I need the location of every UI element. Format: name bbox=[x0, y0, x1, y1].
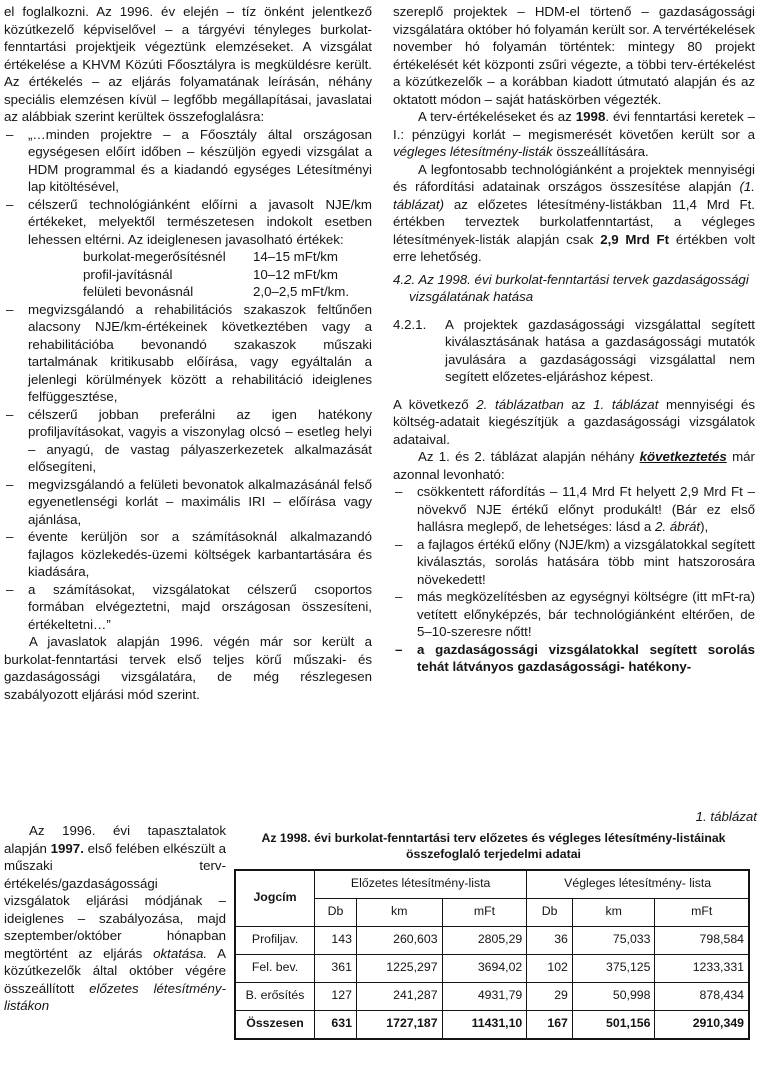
subsection-text: A projektek gazdaságossági vizsgálattal segített kiválasztásának hatása a gazdaságossági mutatók javulására a gazdaságossági vizsgálattal nem segített előzetes-eljáráshoz képest. bbox=[445, 316, 755, 384]
paragraph bbox=[393, 161, 755, 266]
text: összeállítására. bbox=[552, 144, 649, 159]
column-unit: mFt bbox=[442, 898, 527, 926]
year: 1998 bbox=[575, 109, 606, 124]
text: az előzetes létesítmény-listákban 11,4 Mrd Ft. értékben terveztek burkolatfenntartást, a végleges létesítmények-listák alapján csak bbox=[393, 196, 755, 247]
year: 1997. bbox=[50, 840, 84, 856]
table-cell: 1233,331 bbox=[655, 954, 749, 982]
table-cell: 1727,187 bbox=[356, 1010, 442, 1039]
table-cell: 143 bbox=[315, 926, 357, 954]
value-label: profil-javításnál bbox=[83, 266, 173, 282]
table-cell: 798,584 bbox=[655, 926, 749, 954]
summary-table bbox=[234, 869, 750, 1040]
table-cell: 50,998 bbox=[572, 982, 655, 1010]
value-amount: 10–12 mFt/km bbox=[253, 266, 338, 282]
table-cell: 501,156 bbox=[572, 1010, 655, 1039]
text: Az 1996. évi tapasztalatok alapján bbox=[4, 823, 226, 856]
list-item: – célszerű jobban preferálni az igen hatékony profiljavításokat, vagyis a viszonylag olcsó – esetleg helyi – anyagú, de vastag pályaszerkezetek alkalmazását elősegíteni, bbox=[4, 406, 372, 476]
table-cell: 2910,349 bbox=[655, 1010, 749, 1039]
emphasis: oktatása. bbox=[153, 945, 208, 961]
row-label: B. erősítés bbox=[235, 982, 315, 1010]
column-header-title: Jogcím bbox=[235, 870, 315, 927]
column-unit: mFt bbox=[655, 898, 749, 926]
list-item: – más megközelítésben az egységnyi költségre (itt mFt-ra) vetített előnyképzés, bár technológiánként eltérően, de 5–10-szeresre nőtt! bbox=[393, 588, 755, 641]
table-cell: 375,125 bbox=[572, 954, 655, 982]
emphasis: 2. táblázatban bbox=[476, 396, 564, 412]
table-cell: 29 bbox=[527, 982, 573, 1010]
emphasis: következtetés bbox=[639, 449, 727, 464]
column-unit: Db bbox=[527, 898, 573, 926]
text: . évi fenntartási keretek – I.: pénzügyi korlát – megismerését követően került sor a bbox=[393, 109, 755, 142]
conclusion-list bbox=[393, 483, 755, 676]
list-item: – a számításokat, vizsgálatokat célszerű csoportos formában elvégeztetni, majd országosan összesíteni, értékeltetni…” bbox=[4, 581, 372, 634]
row-label: Fel. bev. bbox=[235, 954, 315, 982]
value-label: felületi bevonásnál bbox=[83, 284, 194, 299]
text: az bbox=[563, 396, 594, 412]
column-unit: Db bbox=[315, 898, 357, 926]
list-item: – évente kerüljön sor a számításoknál alkalmazandó fajlagos közlekedés-üzemi költségek karbantartására és kiadására, bbox=[4, 528, 372, 581]
paragraph: el foglalkozni. Az 1996. év elején – tíz önként jelentkező közútkezelő képviselővel – a tárgyévi tényleges burkolat-fenntartási projektjeik végeztünk elemzéseket. A vizsgálat értékelése a KHVM Közúti Főosztályra is megküldésre került. Az értékelés – az eljárás folyamatának leírásán, néhány speciális elemzésen kívül – legfőbb megállapításai, javaslatai az alábbiak szerint kerültek összefoglalásra: bbox=[4, 4, 372, 124]
narrow-paragraph bbox=[4, 822, 226, 1015]
table-cell: 260,603 bbox=[356, 926, 442, 954]
emphasis: 1. táblázat bbox=[593, 396, 659, 412]
left-column bbox=[4, 3, 372, 703]
value-row bbox=[83, 283, 349, 301]
table-cell: 4931,79 bbox=[442, 982, 527, 1010]
text: már azonnal levonható: bbox=[393, 449, 755, 482]
table-block bbox=[230, 808, 757, 1040]
table-cell: 1225,297 bbox=[356, 954, 442, 982]
emphasis: 2. ábrát bbox=[655, 519, 701, 534]
subsection-number: 4.2.1. bbox=[393, 316, 427, 332]
section-heading: 4.2. Az 1998. évi burkolat-fenntartási tervek gazdaságossági vizsgálatának hatása bbox=[393, 271, 749, 304]
right-column bbox=[393, 3, 755, 676]
text: első felében elkészült a műszaki terv-értékelés/gazdaságossági vizsgálatok eljárási módjának – ideiglenes – szabályozása, majd szeptember/október hónapban megtörtént az eljárás bbox=[4, 840, 226, 961]
list-item: – megvizsgálandó a rehabilitációs szakaszok feltűnően alacsony NJE/km-értékeinek következtében vagy a rehabilitációba bevonandó szakaszok műszaki tartalmának kritikusabb előírása, vagy egyáltalán a jelenlegi körülmények között a rehabilitáció ideiglenes felfüggesztése, bbox=[4, 301, 372, 406]
row-label: Összesen bbox=[235, 1010, 315, 1039]
list-item bbox=[4, 196, 372, 301]
text: A terv-értékeléseket és az bbox=[418, 109, 576, 124]
emphasis: (1. táblázat) bbox=[393, 179, 755, 212]
text: mennyiségi és költség-adatait kiegészítjük a gazdaságossági vizsgálatok adataival. bbox=[393, 396, 755, 447]
text: A közútkezelők által október végére összeállított bbox=[4, 945, 226, 996]
table-cell: 127 bbox=[315, 982, 357, 1010]
paragraph bbox=[393, 108, 755, 161]
table-cell: 36 bbox=[527, 926, 573, 954]
text: értékben volt erre lehetőség. bbox=[393, 231, 756, 264]
column-unit: km bbox=[572, 898, 655, 926]
table-cell: 167 bbox=[527, 1010, 573, 1039]
list-item: – a fajlagos értékű előny (NJE/km) a vizsgálatokkal segített kiválasztás, sorolás hatására több mint hatszorosára növekedett! bbox=[393, 536, 755, 589]
table-cell: 241,287 bbox=[356, 982, 442, 1010]
list-item: – „…minden projektre – a Főosztály által országosan egységesen előírt időben – készüljön egyedi vizsgálat a HDM programmal és a kiadandó egységes Létesítményi lap kitöltésével, bbox=[4, 126, 372, 196]
recommended-values bbox=[83, 248, 349, 301]
table-row bbox=[235, 926, 749, 954]
value-amount: 14–15 mFt/km bbox=[253, 249, 338, 264]
subsection-4-2-1 bbox=[393, 316, 755, 386]
text: ), bbox=[700, 519, 709, 534]
emphasis: előzetes létesítmény-listákon bbox=[4, 980, 227, 1013]
list-item: – megvizsgálandó a felületi bevonatok alkalmazásánál felső egyenetlenségi korlát – maximális IRI – előírása vagy ajánlása, bbox=[4, 476, 372, 529]
text: A következő bbox=[393, 396, 477, 412]
value-row bbox=[83, 248, 349, 266]
text: csökkentett ráfordítás – 11,4 Mrd Ft helyett 2,9 Mrd Ft – növekvő NJE értékű előnyt produkált! (Bár ez első hallásra meglepő, de lehetséges: lásd a bbox=[417, 484, 755, 534]
table-label: 1. táblázat bbox=[695, 809, 757, 824]
paragraph bbox=[393, 448, 755, 483]
paragraph: A javaslatok alapján 1996. végén már sor került a burkolat-fenntartási tervek első teljes körű műszaki- és gazdaságossági vizsgálatára, de még részlegesen szabályozott eljárási mód szerint. bbox=[4, 634, 372, 702]
table-row bbox=[235, 982, 749, 1010]
column-group-header: Végleges létesítmény- lista bbox=[527, 870, 749, 899]
table-cell: 75,033 bbox=[572, 926, 655, 954]
value-amount: 2,0–2,5 mFt/km. bbox=[253, 284, 350, 299]
text: A legfontosabb technológiánként a projektek mennyiségi és ráfordítási adatainak országos összesítése alapján bbox=[393, 161, 755, 194]
list-item bbox=[393, 483, 755, 536]
table-total-row bbox=[235, 1010, 749, 1039]
list-item: – a gazdaságossági vizsgálatokkal segített sorolás tehát látványos gazdaságossági- hatékony- bbox=[393, 641, 755, 676]
value-row bbox=[83, 266, 349, 284]
table-header-row bbox=[235, 870, 749, 899]
amount: 2,9 Mrd Ft bbox=[600, 231, 670, 247]
table-caption: Az 1998. évi burkolat-fenntartási terv előzetes és végleges létesítmény-listáinak összefoglaló terjedelmi adatai bbox=[261, 830, 726, 861]
table-cell: 631 bbox=[315, 1010, 357, 1039]
paragraph: szereplő projektek – HDM-el törtenő – gazdaságossági vizsgálatára október hó folyamán került sor. A tervértékelések november hó folyamán történtek: mintegy 80 projekt értékelését két központi zsűri végezte, a többi terv-értékelést a közútkezelők – a korábban kiadott útmutató alapján és az oktatott módon – saját hatáskörben végezték. bbox=[393, 4, 755, 107]
column-unit: km bbox=[356, 898, 442, 926]
table-cell: 102 bbox=[527, 954, 573, 982]
row-label: Profiljav. bbox=[235, 926, 315, 954]
table-cell: 3694,02 bbox=[442, 954, 527, 982]
table-cell: 878,434 bbox=[655, 982, 749, 1010]
value-label: burkolat-megerősítésnél bbox=[83, 249, 226, 264]
paragraph bbox=[393, 396, 755, 449]
emphasis: végleges létesítmény-listák bbox=[393, 144, 553, 159]
table-row bbox=[235, 954, 749, 982]
list-item-text: célszerű technológiánként előírni a javasolt NJE/km értékeket, melyektől természetesen indokolt esetben lehessen eltérni. Az ideiglenesen javasolható értékek: bbox=[28, 196, 372, 247]
table-cell: 361 bbox=[315, 954, 357, 982]
column-group-header: Előzetes létesítmény-lista bbox=[315, 870, 527, 899]
text: Az 1. és 2. táblázat alapján néhány bbox=[418, 449, 640, 464]
table-cell: 11431,10 bbox=[442, 1010, 527, 1039]
recommendation-list bbox=[4, 126, 372, 634]
table-cell: 2805,29 bbox=[442, 926, 527, 954]
